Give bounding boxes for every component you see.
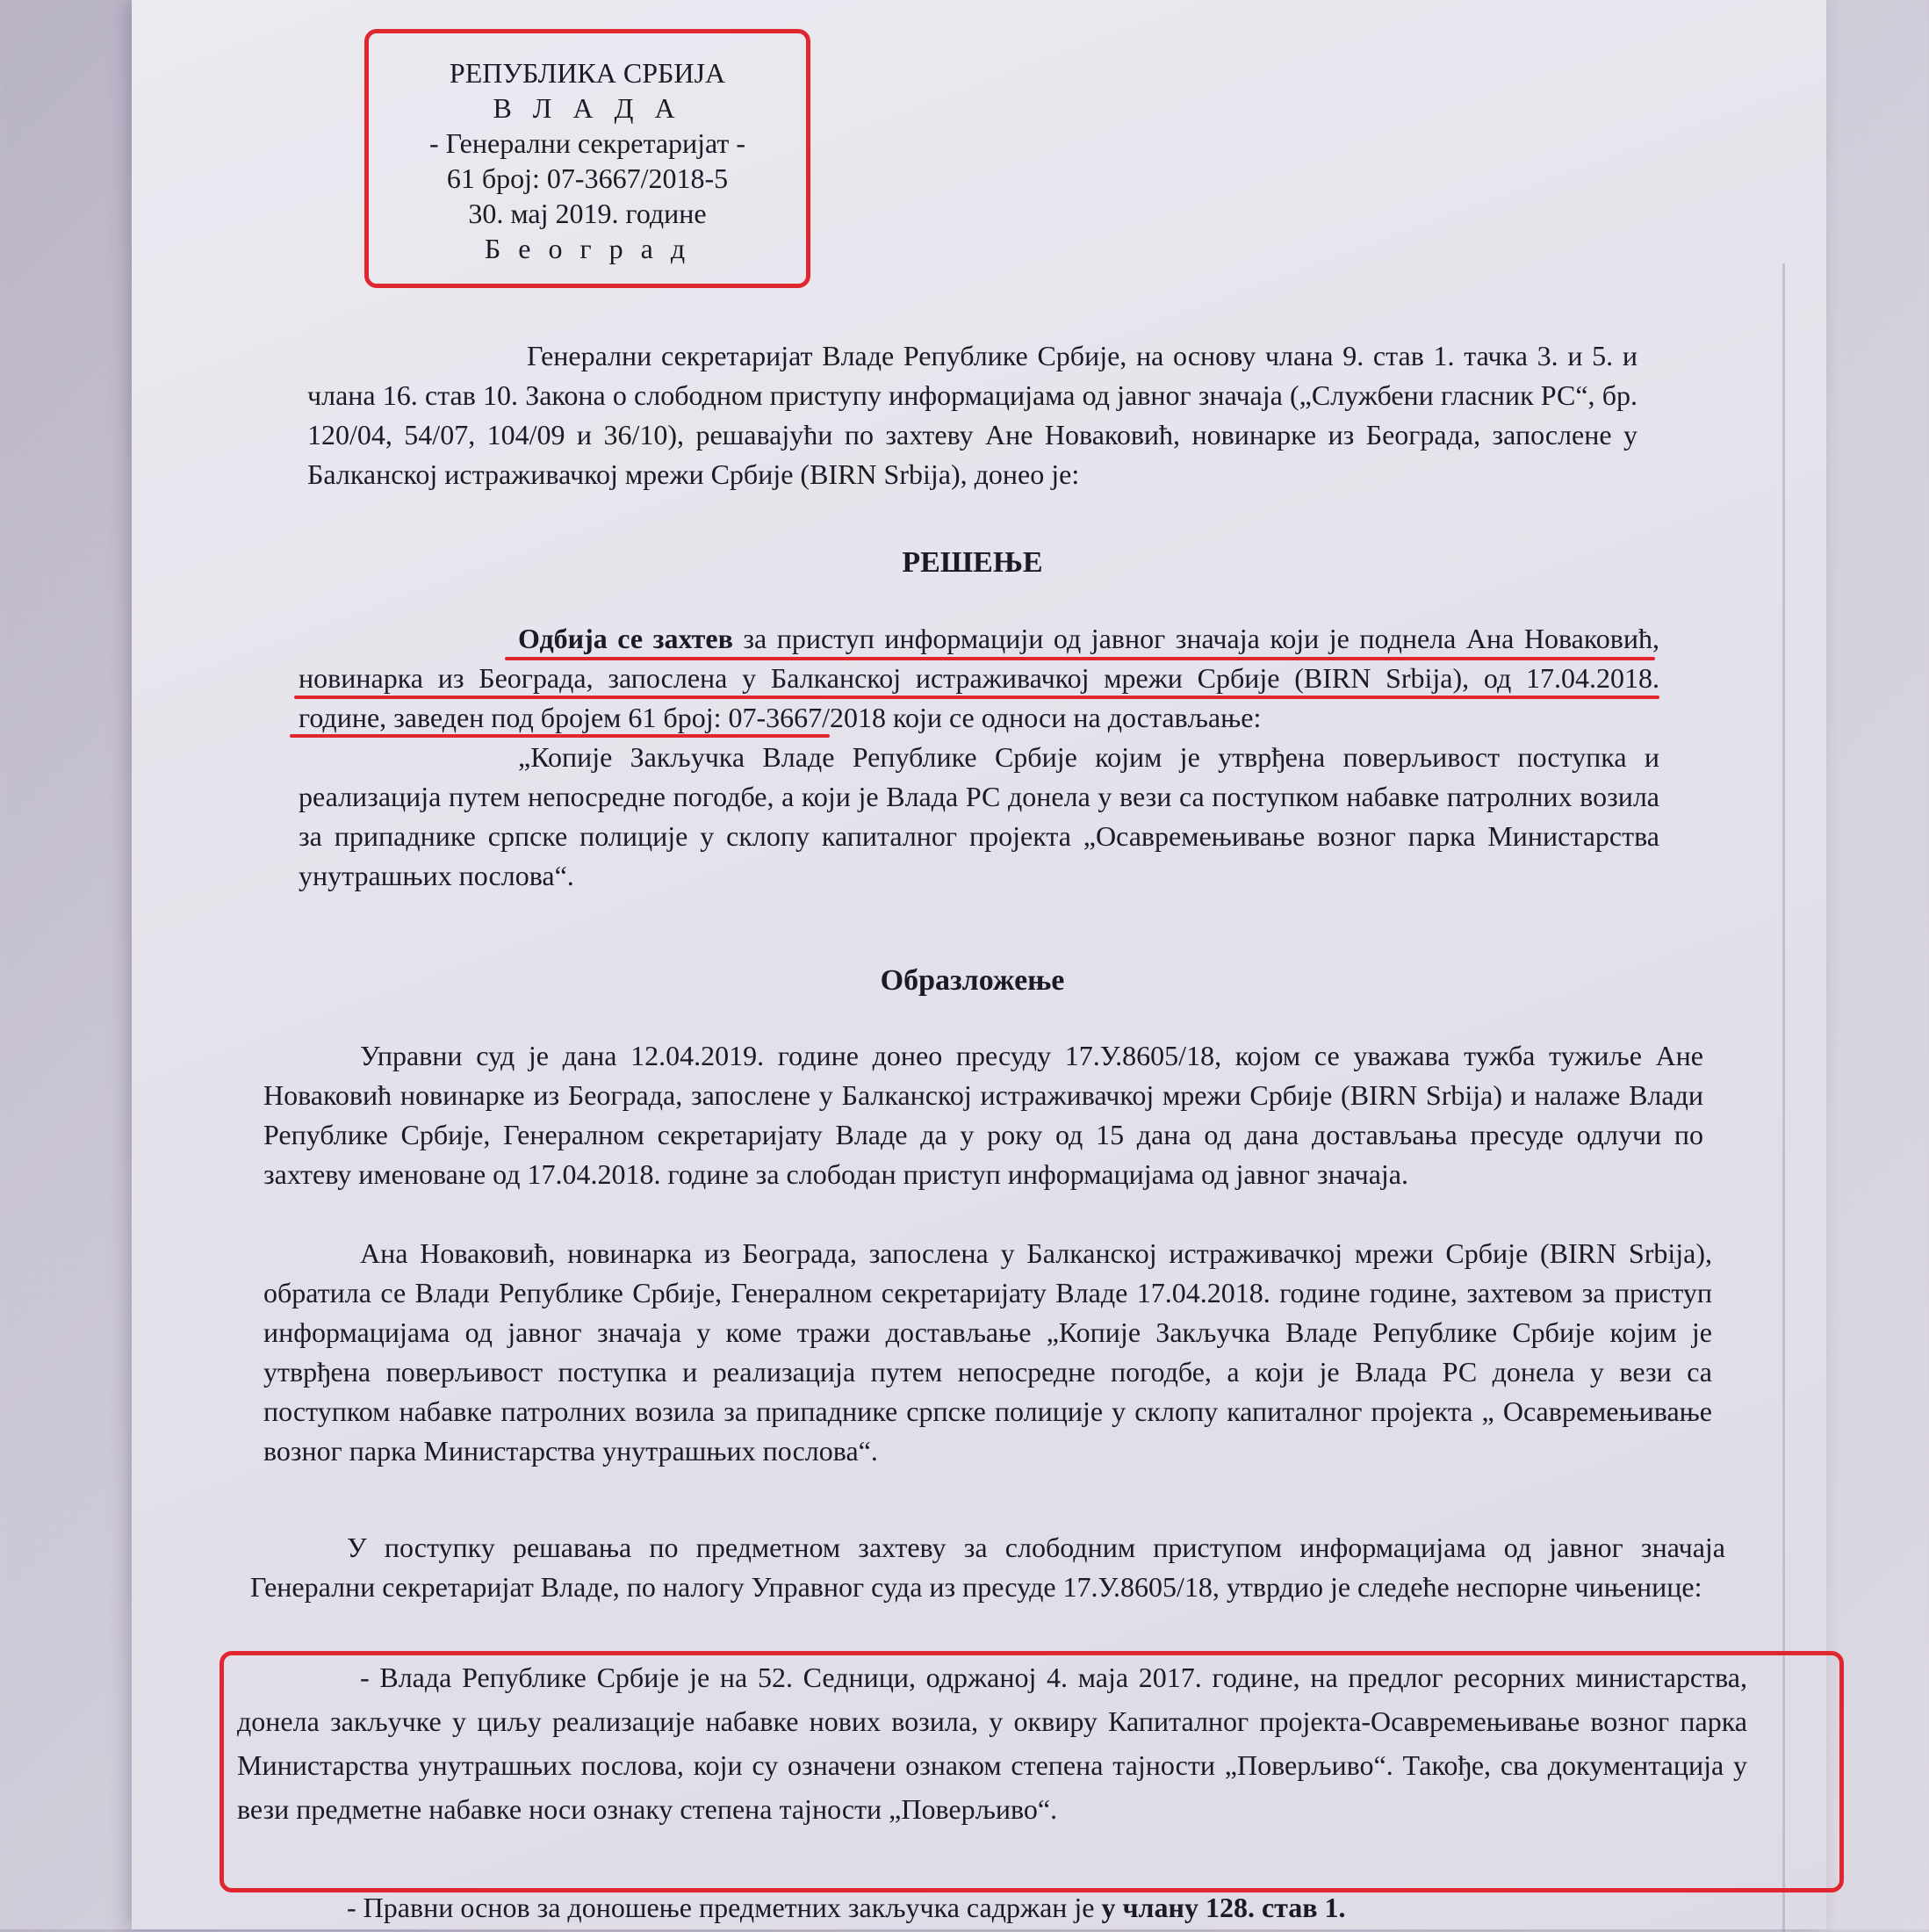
decision-title: РЕШЕЊЕ bbox=[902, 546, 1043, 579]
legal-basis-bold: у члану 128. став 1. bbox=[1101, 1892, 1346, 1923]
header-date: 30. мај 2019. године bbox=[468, 198, 707, 229]
reasoning-paragraph-5 bbox=[347, 1888, 1752, 1928]
header-secretariat: - Генерални секретаријат - bbox=[428, 127, 746, 159]
header-government: В Л А Д А bbox=[493, 92, 682, 124]
reasoning-title: Образложење bbox=[880, 964, 1065, 997]
decision-bold-lead: Одбија се захтев bbox=[518, 623, 733, 654]
decision-body: за приступ информацији од јавног значаја који је поднела Ана Новаковић, новинарка из Београда, запослена у Балканској истраживачкој мрежи Србије (BIRN Srbija), од 17.04.2018. године, заведен под бројем 61 број: 07-3667/2018 који се односи на достављање: bbox=[299, 623, 1659, 733]
reasoning-paragraph-3: У поступку решавања по предметном захтеву за слободним приступом информацијама од јавног значаја Генерални секретаријат Владе, по налогу Управног суда из пресуде 17.У.8605/18, утврдио је следеће неспорне чињенице: bbox=[250, 1532, 1725, 1603]
highlight-underline-3 bbox=[290, 734, 830, 738]
highlight-underline-2 bbox=[294, 696, 1659, 699]
header-country: РЕПУБЛИКА СРБИЈА bbox=[449, 57, 726, 89]
decision-paragraph bbox=[299, 619, 1659, 896]
reasoning-paragraph-4: - Влада Републике Србије је на 52. Седници, одржаној 4. маја 2017. године, на предлог ресорних министарства, донела закључке у циљу реализације набавке нових возила, у оквиру Капиталног пројекта-Осавремењивање возног парка Министарства унутрашњих послова, који су означени ознаком степена тајности „Поверљиво“. Такође, сва документација у вези предметне набавке носи ознаку степена тајности „Поверљиво“. bbox=[237, 1662, 1747, 1825]
intro-paragraph: Генерални секретаријат Владе Републике Србије, на основу члана 9. став 1. тачка 3. и 5. и члана 16. став 10. Закона о слободном приступу информацијама од јавног значаја („Службени гласник РС“, бр. 120/04, 54/07, 104/09 и 36/10), решавајући по захтеву Ане Новаковић, новинарке из Београда, запослене у Балканској истраживачкој мрежи Србије (BIRN Srbija), донео је: bbox=[307, 340, 1637, 490]
header-number: 61 број: 07-3667/2018-5 bbox=[446, 162, 729, 194]
reasoning-paragraph-2: Ана Новаковић, новинарка из Београда, запослена у Балканској истраживачкој мрежи Србије (BIRN Srbija), обратила се Влади Републике Србије, Генералном секретаријату Владе 17.04.2018. године године, захтевом за приступ информацијама од јавног значаја у коме тражи достављање „Копије Закључка Владе Републике Србије којим је утврђена поверљивост поступка и реализација путем непосредне погодбе, а који је Влада РС донела у вези са поступком набавке патролних возила за припаднике српске полиције у склопу капиталног пројекта „ Осавремењивање возног парка Министарства унутрашњих послова“. bbox=[263, 1237, 1712, 1467]
header-city: Б е о г р а д bbox=[484, 233, 691, 264]
reasoning-paragraph-1: Управни суд је дана 12.04.2019. године донео пресуду 17.У.8605/18, којом се уважава тужба тужиље Ане Новаковић новинарке из Београда, запослене у Балканској истраживачкој мрежи Србије (BIRN Srbija) и налаже Влади Републике Србије, Генералном секретаријату Владе да у року од 15 дана од дана достављања пресуде одлучи по захтеву именоване од 17.04.2018. године за слободан приступ информацијама од јавног значаја. bbox=[263, 1040, 1703, 1190]
decision-quote: „Копије Закључка Владе Републике Србије којим је утврђена поверљивост поступка и реализација путем непосредне погодбе, а који је Влада РС донела у вези са поступком набавке патролних возила за припаднике српске полиције у склопу капиталног пројекта „Осавремењивање возног парка Министарства унутрашњих послова“. bbox=[299, 741, 1659, 891]
header-stamp-box bbox=[364, 29, 810, 288]
legal-basis-text: - Правни основ за доношење предметних закључка садржан је bbox=[347, 1892, 1102, 1923]
highlight-underline-1 bbox=[505, 657, 1655, 660]
